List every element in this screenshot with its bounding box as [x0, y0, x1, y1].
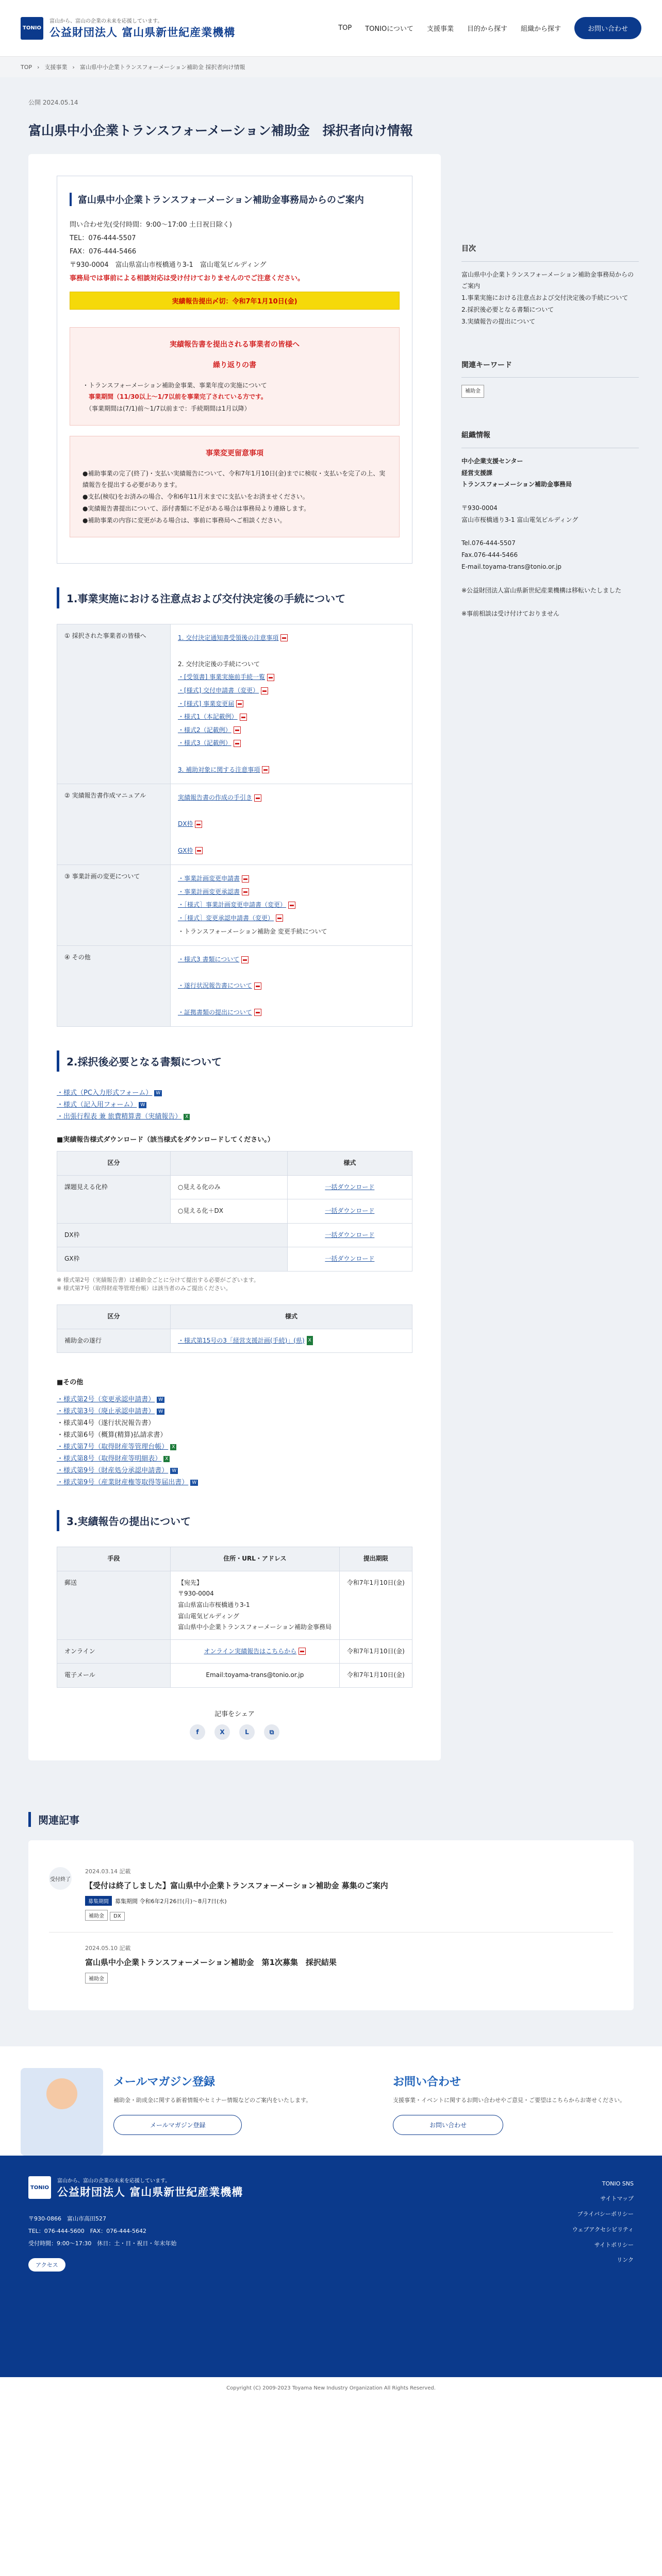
download-subhead: ■実績報告様式ダウンロード（該当様式をダウンロードしてください。）	[57, 1136, 274, 1144]
external-link-icon	[299, 1648, 306, 1655]
related-title: 関連記事	[28, 1812, 634, 1827]
deadline: 令和7年1月10日(金)	[339, 1664, 412, 1688]
table-row	[57, 1223, 412, 1247]
word-icon: W	[139, 1102, 146, 1108]
table-row	[57, 1571, 412, 1639]
publish-date: 公開 2024.05.14	[28, 99, 78, 106]
pdf-icon	[195, 821, 202, 828]
item-tag[interactable]: 補助金	[85, 1973, 108, 1984]
form-link[interactable]: ・様式第2号（変更承認申請書）	[57, 1396, 155, 1404]
keywords	[461, 359, 639, 398]
table-row	[57, 1329, 412, 1353]
x-icon[interactable]: X	[214, 1724, 230, 1740]
notice-warning: 事務局では事前による相談対応は受け付けておりませんのでご注意ください。	[70, 274, 305, 282]
panel-line: 事業期間（11/30以上～1/7以前を事業完了されている方です。	[82, 393, 267, 401]
section-2b	[57, 1377, 412, 1486]
newsletter-desc: 補助金・助成金に関する新着情報やセミナー情報などのご案内をいたします。	[113, 2097, 312, 2104]
org-title: 組織情報	[461, 429, 639, 448]
section-2-title: 2.採択後必要となる書類について	[57, 1050, 412, 1072]
footer-link-links[interactable]: リンク	[617, 2257, 634, 2264]
toc-item[interactable]: 富山県中小企業トランスフォーメーション補助金事務局からのご案内	[461, 270, 634, 290]
form-link[interactable]: ・様式第15号の3「経営支援計画(手続)」(県)	[178, 1336, 305, 1344]
doc-link[interactable]: ・様式3 書類について	[178, 956, 240, 963]
section-3	[57, 1510, 412, 1688]
copyright: Copyright (C) 2009-2023 Toyama New Industry Organization All Rights Reserved.	[0, 2377, 662, 2399]
form-link[interactable]: ・様式第9号（財産処分承認申請書）	[57, 1467, 169, 1475]
content-area	[0, 77, 662, 1791]
doc-link[interactable]: ・様式2（記載例）	[178, 726, 231, 734]
crumb-top[interactable]: TOP	[21, 63, 32, 71]
download-link[interactable]: 一括ダウンロード	[325, 1183, 375, 1191]
item-category: 募集期間	[85, 1896, 112, 1906]
doc-link[interactable]: ・事業計画変更承認書	[178, 888, 240, 895]
form-link[interactable]: ・様式（PC入力形式フォーム）	[57, 1089, 153, 1097]
notice-tel: TEL：076-444-5507	[70, 234, 136, 242]
panel-line: ・トランスフォーメーション補助金事業、事業年度の実施について	[82, 381, 267, 389]
main-nav	[338, 17, 641, 39]
item-date: 2024.03.14 記載	[85, 1868, 131, 1875]
pdf-icon	[262, 766, 269, 773]
pdf-icon	[234, 726, 241, 734]
nav-support[interactable]: 支援事業	[426, 25, 454, 33]
panel-line: ●支払(検収)をお済みの場合、令和6年11月末までに支払いをお済ませください。	[82, 493, 309, 501]
doc-link[interactable]: ・様式3（記載例）	[178, 739, 231, 747]
col-header: 手段	[57, 1547, 171, 1571]
notice-address: 〒930-0004 富山県富山市桜橋通り3-1 富山電気ビルディング	[70, 261, 267, 269]
site-header	[0, 0, 662, 57]
footer-address	[28, 2213, 634, 2250]
excel-icon: X	[307, 1336, 313, 1345]
section-1-title: 1.事業実施における注意点および交付決定後の手続について	[57, 587, 412, 608]
main-column	[28, 98, 441, 1760]
footer-link-policy[interactable]: サイトポリシー	[594, 2241, 634, 2248]
notice-fax: FAX：076-444-5466	[70, 247, 137, 256]
nav-about[interactable]: TONIOについて	[365, 25, 413, 33]
org-fax: Fax.076-444-5466	[461, 551, 518, 559]
pdf-icon	[254, 1009, 261, 1016]
pdf-icon	[241, 956, 249, 963]
row-label: DX枠	[57, 1223, 288, 1247]
row-label: 補助金の遂行	[57, 1329, 171, 1353]
form-link[interactable]: ・様式第3号（廃止承認申請書）	[57, 1408, 155, 1416]
org-line: 富山市桜橋通り3-1 富山電気ビルディング	[461, 516, 578, 523]
doc-link[interactable]: ・[様式] 事業変更届	[178, 700, 235, 707]
org-line: 〒930-0004	[461, 504, 498, 512]
email-address: Email:toyama-trans@tonio.or.jp	[171, 1664, 340, 1688]
site-footer	[0, 2156, 662, 2377]
pdf-icon	[240, 714, 247, 721]
page-title: 富山県中小企業トランスフォーメーション補助金 採択者向け情報	[28, 123, 413, 138]
newsletter-title: メールマガジン登録	[113, 2076, 216, 2089]
section-2	[57, 1050, 412, 1353]
footer-address-line: 〒930-0866 富山市高田527	[28, 2215, 106, 2222]
form-text: ・様式第4号（遂行状況報告書）	[57, 1419, 155, 1428]
col-header: 住所・URL・アドレス	[171, 1547, 340, 1571]
crumb-sep-icon: ›	[37, 63, 40, 71]
item-date: 2024.05.10 記載	[85, 1945, 131, 1952]
logo-tagline: 富山から、富山の企業の未来を応援しています。	[49, 19, 163, 24]
pdf-icon	[242, 875, 249, 883]
breadcrumb	[0, 57, 662, 77]
section-3-title: 3.実績報告の提出について	[57, 1510, 412, 1531]
pdf-icon	[195, 847, 203, 854]
logo-mark: TONIO	[28, 2176, 51, 2199]
word-icon: W	[170, 1468, 178, 1474]
pdf-icon	[288, 902, 295, 909]
logo-mark: TONIO	[21, 17, 43, 40]
row-label: ③ 事業計画の変更について	[57, 865, 171, 946]
access-button[interactable]: アクセス	[28, 2258, 65, 2272]
row-label: ④ その他	[57, 946, 171, 1027]
form-link[interactable]: ・出張行程表 兼 旅費精算書（実績報告）	[57, 1113, 182, 1121]
doc-link[interactable]: ・［様式］事業計画変更申請書（変更）	[178, 901, 287, 909]
doc-link[interactable]: ・[様式] 交付申請書（変更）	[178, 687, 259, 694]
word-icon: W	[154, 1090, 162, 1096]
download-link[interactable]: 一括ダウンロード	[325, 1231, 375, 1239]
word-icon: W	[157, 1409, 164, 1415]
row-label: 電子メール	[57, 1664, 171, 1688]
doc-link[interactable]: 1. 交付決定通知書受領後の注意事項	[178, 634, 279, 641]
notice-line: 問い合わせ先(受付時間：9:00～17:00 土日祝日除く)	[70, 221, 232, 229]
pdf-icon	[242, 888, 249, 895]
footer-link-sns[interactable]: TONIO SNS	[602, 2180, 634, 2187]
crumb-sep-icon: ›	[72, 63, 75, 71]
excel-icon: X	[170, 1444, 176, 1450]
doc-link[interactable]: ・事業計画変更申請書	[178, 875, 240, 883]
word-icon: W	[190, 1480, 198, 1486]
deadline-banner: 実績報告提出〆切：令和7年1月10日(金)	[70, 292, 400, 310]
link-copy-icon[interactable]: ⧉	[264, 1724, 279, 1740]
nav-top[interactable]: TOP	[338, 24, 352, 32]
form-link[interactable]: ・様式第7号（取得財産等管理台帳）	[57, 1443, 169, 1451]
toc	[461, 242, 639, 328]
doc-link[interactable]: ・［様式］変更承認申請書（変更）	[178, 914, 274, 922]
word-icon: W	[157, 1397, 164, 1403]
newsletter-button[interactable]: メールマガジン登録	[113, 2115, 242, 2135]
item-period: 募集期間 令和6年2月26日(月)〜8月7日(水)	[115, 1898, 227, 1905]
doc-link[interactable]: ・証拠書類の提出について	[178, 1008, 252, 1016]
section-1	[57, 587, 412, 1027]
list-item[interactable]	[49, 1933, 613, 1995]
table-row	[57, 624, 412, 784]
footer-links	[572, 2176, 634, 2268]
panel-line: ●補助事業の内容に変更がある場合は、事前に事務局へご相談ください。	[82, 516, 286, 524]
panel-line: （事業期間は(7/1)前～1/7以前まで：手続期間は1月以降）	[82, 405, 251, 413]
col-header: 区分	[57, 1151, 171, 1176]
doc-heading: 2. 交付決定後の手続について	[178, 660, 260, 668]
closed-badge: 受付終了	[49, 1867, 72, 1890]
inquiry-title: お問い合わせ	[393, 2076, 461, 2089]
footer-hours: 受付時間：9:00〜17:30 休日：土・日・祝日・年末年始	[28, 2240, 177, 2247]
sidebar	[461, 98, 639, 1760]
crumb-current: 富山県中小企業トランスフォーメーション補助金 採択者向け情報	[79, 64, 245, 71]
doc-link[interactable]: DX枠	[178, 820, 193, 828]
download-link[interactable]: 一括ダウンロード	[325, 1255, 375, 1263]
form-link[interactable]: ・様式（記入用フォーム）	[57, 1101, 137, 1109]
table-row	[57, 1664, 412, 1688]
form-text: ・様式第6号（概算(精算)払請求書）	[57, 1431, 167, 1439]
mail-address: 【宛先】 〒930-0004 富山県富山市桜橋通り3-1 富山電気ビルディング 富山県中小企業トランスフォーメーション補助金事務局	[171, 1571, 340, 1639]
execution-table	[57, 1304, 412, 1353]
org-tel: Tel.076-444-5507	[461, 539, 516, 547]
col-header: 区分	[57, 1305, 171, 1329]
col-header: 様式	[287, 1151, 412, 1176]
panel-title: 実績報告書を提出される事業者の皆様へ	[170, 340, 300, 349]
item-tag[interactable]: DX	[110, 1912, 125, 1921]
contact-button[interactable]: お問い合わせ	[574, 17, 641, 39]
table-row	[57, 1247, 412, 1272]
pdf-icon	[280, 634, 288, 641]
pdf-icon	[236, 700, 243, 707]
row-sub: ○見える化＋DX	[171, 1199, 288, 1224]
panel-line: ●実績報告書提出について、添付書類に不足がある場合は事務局より連絡します。	[82, 505, 310, 513]
org-line: 経営支援課	[461, 469, 493, 477]
notice-panel-change	[70, 436, 400, 537]
related-articles	[0, 1791, 662, 2046]
org-line: トランスフォーメーション補助金事務局	[461, 481, 572, 488]
inquiry-button[interactable]: お問い合わせ	[393, 2115, 503, 2135]
panel-line: ●補助事業の完了(終了)・支払い実績報告について、令和7年1月10日(金)までに検収・支払いを完了の上、実績報告を提出する必要があります。	[82, 469, 386, 489]
logo-tagline: 富山から、富山の企業の未来を応援しています。	[57, 2178, 171, 2184]
inquiry-desc: 支援事業・イベントに関するお問い合わせやご意見・ご要望はこちらからお寄せください。	[393, 2097, 625, 2104]
table-row	[57, 1175, 412, 1199]
keyword-tag[interactable]: 補助金	[461, 385, 484, 398]
excel-icon: X	[163, 1456, 170, 1462]
footer-tel: TEL：076-444-5600 FAX：076-444-5642	[28, 2227, 147, 2234]
row-label: オンライン	[57, 1639, 171, 1664]
row-label: GX枠	[57, 1247, 288, 1272]
item-title[interactable]: 富山県中小企業トランスフォーメーション補助金 第1次募集 採択結果	[85, 1958, 337, 1967]
article-card	[28, 154, 441, 1761]
doc-link[interactable]: 3. 補助対象に関する注意事項	[178, 766, 260, 773]
person-illustration	[21, 2068, 103, 2156]
doc-link[interactable]: ・[受領書] 事業実施前手続一覧	[178, 673, 266, 681]
procedure-table	[57, 624, 412, 1027]
pdf-icon	[254, 982, 261, 990]
doc-link[interactable]: ・遂行状況報告書について	[178, 982, 252, 990]
newsletter-cta	[21, 2073, 362, 2135]
toc-item[interactable]: 1.事業実施における注意点および交付決定後の手続について	[461, 294, 628, 302]
footer-link-privacy[interactable]: プライバシーポリシー	[577, 2211, 634, 2218]
col-header: 提出期限	[339, 1547, 412, 1571]
col-header: 様式	[171, 1305, 412, 1329]
row-label: ② 実績報告書作成マニュアル	[57, 784, 171, 865]
footer-link-sitemap[interactable]: サイトマップ	[600, 2195, 634, 2202]
table-row	[57, 784, 412, 865]
keywords-title: 関連キーワード	[461, 359, 639, 378]
online-submit-link[interactable]: オンライン実績報告はこちらから	[204, 1647, 297, 1655]
line-icon[interactable]: L	[239, 1724, 255, 1740]
nav-purpose[interactable]: 目的から探す	[467, 25, 507, 33]
form-link[interactable]: ・様式第9号（産業財産権等取得等届出書）	[57, 1479, 189, 1487]
doc-note: ・トランスフォーメーション補助金 変更手続について	[178, 927, 327, 935]
download-link[interactable]: 一括ダウンロード	[325, 1207, 375, 1215]
footer-link-accessibility[interactable]: ウェブアクセシビリティ	[572, 2226, 634, 2233]
toc-item[interactable]: 2.採択後必要となる書類について	[461, 306, 554, 313]
item-title[interactable]: 【受付は終了しました】富山県中小企業トランスフォーメーション補助金 募集のご案内	[85, 1881, 388, 1890]
doc-link[interactable]: GX枠	[178, 846, 193, 854]
footer-logo[interactable]	[28, 2176, 634, 2199]
nav-org[interactable]: 組織から探す	[520, 25, 561, 33]
logo-org: 公益財団法人 富山県新世紀産業機構	[57, 2185, 243, 2198]
row-label: 郵送	[57, 1571, 171, 1639]
pdf-icon	[261, 687, 268, 694]
doc-link[interactable]: 実績報告書の作成の手引き	[178, 794, 253, 802]
panel-title: 事業変更留意事項	[206, 449, 263, 458]
panel-subtitle: 繰り返りの書	[213, 361, 256, 370]
row-label: 課題見える化枠	[57, 1175, 171, 1223]
site-logo[interactable]	[21, 16, 235, 40]
list-item[interactable]	[49, 1856, 613, 1933]
row-label: ① 採択された事業者の皆様へ	[57, 624, 171, 784]
row-sub: ○見える化のみ	[171, 1175, 288, 1199]
inquiry-cta	[393, 2073, 641, 2135]
pdf-icon	[267, 674, 274, 681]
cta-area	[0, 2046, 662, 2156]
item-tag[interactable]: 補助金	[85, 1910, 108, 1921]
org-note: ※公益財団法人富山県新世紀産業機構は移転いたしました	[461, 586, 622, 594]
share-title: 記事をシェア	[214, 1710, 255, 1718]
download-table	[57, 1151, 412, 1272]
org-info	[461, 429, 639, 620]
share-area	[57, 1708, 412, 1740]
col-header	[171, 1151, 288, 1176]
org-email[interactable]: E-mail.toyama-trans@tonio.or.jp	[461, 563, 562, 570]
pdf-icon	[276, 914, 283, 922]
excel-icon: X	[184, 1114, 190, 1120]
pdf-icon	[254, 794, 261, 802]
form-link[interactable]: ・様式第8号（取得財産等明細表）	[57, 1455, 162, 1463]
pdf-icon	[234, 740, 241, 747]
toc-title: 目次	[461, 242, 639, 262]
logo-org: 公益財団法人 富山県新世紀産業機構	[49, 26, 236, 39]
facebook-icon[interactable]: f	[190, 1724, 205, 1740]
footnote: ※ 様式第2号（実績報告書）は補助金ごとに分けて提出する必要がございます。	[57, 1277, 259, 1284]
notice-panel-report	[70, 327, 400, 426]
footnote: ※ 様式第7号（取得財産等管理台帳）は該当者のみご提出ください。	[57, 1285, 231, 1292]
doc-link[interactable]: ・様式1（本記載例）	[178, 713, 238, 721]
table-row	[57, 946, 412, 1027]
deadline: 令和7年1月10日(金)	[339, 1571, 412, 1639]
other-forms-title: ■その他	[57, 1379, 84, 1387]
org-line: 中小企業支援センター	[461, 457, 523, 465]
org-note: ※事前相談は受け付けておりません	[461, 610, 560, 618]
deadline: 令和7年1月10日(金)	[339, 1639, 412, 1664]
table-row	[57, 1639, 412, 1664]
table-row	[57, 865, 412, 946]
submission-table	[57, 1547, 412, 1688]
toc-item[interactable]: 3.実績報告の提出について	[461, 317, 536, 325]
notice-box	[57, 176, 412, 564]
crumb-support[interactable]: 支援事業	[44, 64, 68, 71]
notice-heading: 富山県中小企業トランスフォーメーション補助金事務局からのご案内	[70, 193, 400, 206]
